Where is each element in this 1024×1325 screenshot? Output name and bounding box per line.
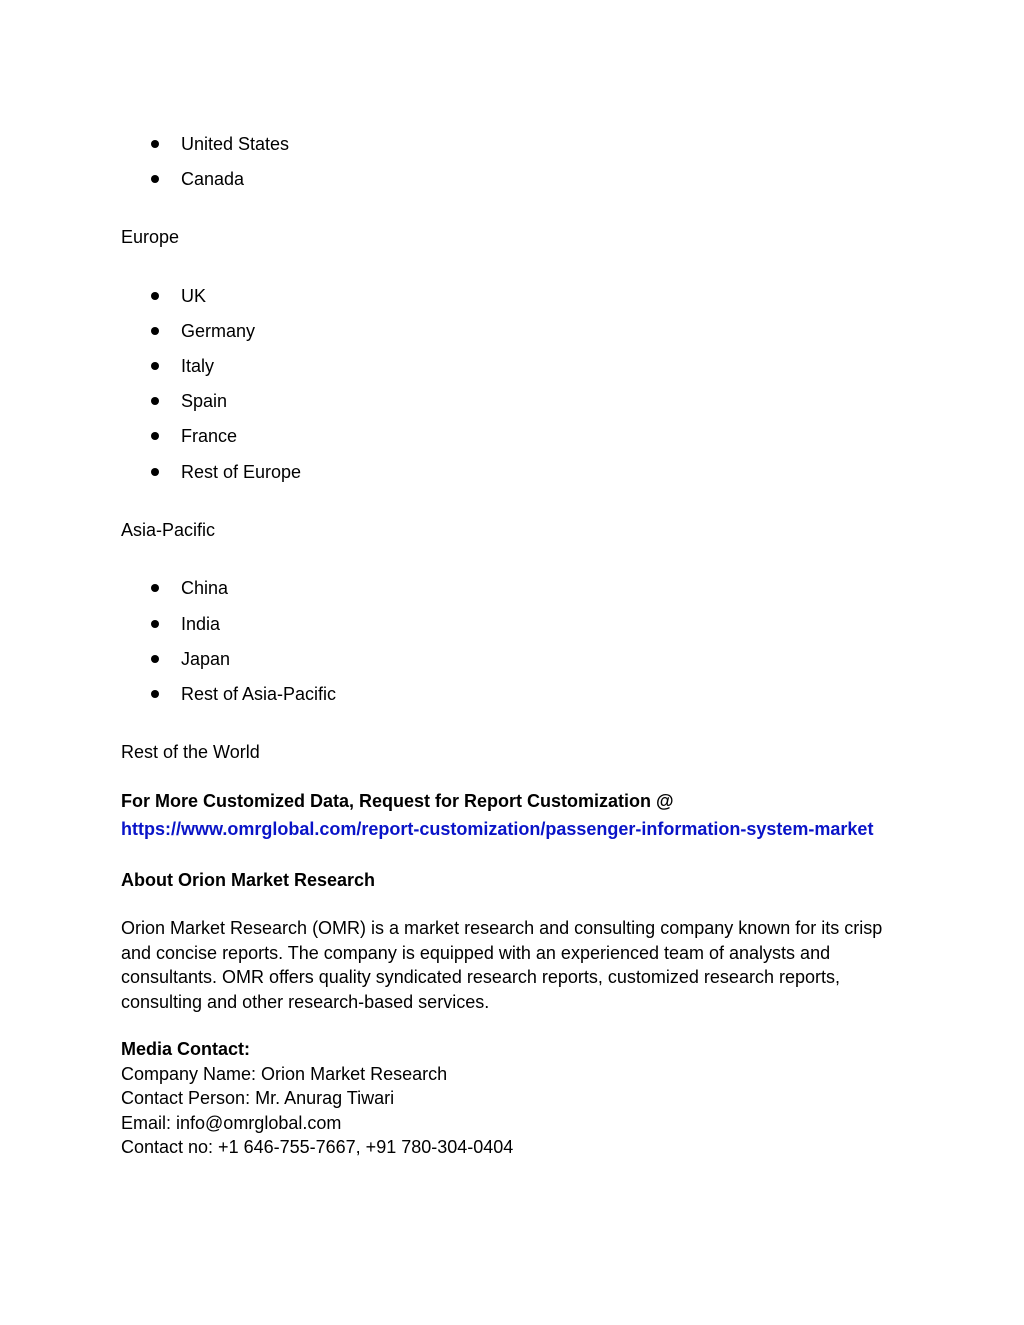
customization-link[interactable]: https://www.omrglobal.com/report-customization/passenger-information-system-market bbox=[121, 819, 874, 839]
bullet-icon bbox=[151, 327, 159, 335]
list-item-label: Japan bbox=[181, 649, 231, 669]
bullet-icon bbox=[151, 620, 159, 628]
list-item bbox=[0, 353, 900, 379]
asia-pacific-heading: Asia-Pacific bbox=[121, 520, 216, 540]
about-line: consultants. OMR offers quality syndicated research reports, customized research reports, bbox=[121, 967, 840, 987]
about-line: Orion Market Research (OMR) is a market research and consulting company known for its crisp bbox=[121, 918, 883, 938]
list-item-label: India bbox=[181, 614, 221, 634]
contact-email: Email: info@omrglobal.com bbox=[121, 1112, 342, 1133]
list-item-label: Germany bbox=[181, 321, 256, 341]
bullet-icon bbox=[151, 140, 159, 148]
bullet-icon bbox=[151, 432, 159, 440]
list-item-label: Rest of Europe bbox=[181, 462, 302, 482]
bullet-icon bbox=[151, 468, 159, 476]
bullet-icon bbox=[151, 690, 159, 698]
list-item bbox=[0, 459, 900, 485]
list-item-label: United States bbox=[181, 134, 290, 154]
list-item-label: UK bbox=[181, 286, 207, 306]
list-item-label: China bbox=[181, 578, 229, 598]
bullet-icon bbox=[151, 292, 159, 300]
about-paragraph bbox=[121, 916, 911, 1014]
list-item bbox=[0, 166, 900, 192]
contact-company: Company Name: Orion Market Research bbox=[121, 1063, 448, 1084]
list-item bbox=[0, 646, 900, 672]
list-item bbox=[0, 388, 900, 414]
list-item-label: Rest of Asia-Pacific bbox=[181, 684, 337, 704]
list-item-label: Italy bbox=[181, 356, 215, 376]
about-line: consulting and other research-based services. bbox=[121, 991, 490, 1012]
list-item-label: Canada bbox=[181, 169, 245, 189]
list-item bbox=[0, 611, 900, 637]
list-item bbox=[0, 681, 900, 707]
about-heading: About Orion Market Research bbox=[121, 870, 376, 890]
about-line: and concise reports. The company is equipped with an experienced team of analysts and bbox=[121, 942, 831, 963]
bullet-icon bbox=[151, 655, 159, 663]
list-item bbox=[0, 131, 900, 157]
contact-phone: Contact no: +1 646-755-7667, +91 780-304-0404 bbox=[121, 1137, 514, 1157]
list-item bbox=[0, 575, 900, 601]
list-item-label: France bbox=[181, 426, 238, 446]
bullet-icon bbox=[151, 584, 159, 592]
list-item-label: Spain bbox=[181, 391, 228, 411]
media-contact-heading: Media Contact: bbox=[121, 1039, 251, 1059]
europe-heading: Europe bbox=[121, 227, 180, 247]
bullet-icon bbox=[151, 175, 159, 183]
media-contact-block bbox=[121, 1037, 911, 1160]
contact-person: Contact Person: Mr. Anurag Tiwari bbox=[121, 1088, 395, 1108]
list-item bbox=[0, 318, 900, 344]
list-item bbox=[0, 423, 900, 449]
rest-of-world-heading: Rest of the World bbox=[121, 742, 260, 762]
bullet-icon bbox=[151, 362, 159, 370]
list-item bbox=[0, 283, 900, 309]
customization-link-wrapper bbox=[121, 816, 873, 842]
bullet-icon bbox=[151, 397, 159, 405]
customization-label: For More Customized Data, Request for Report Customization @ bbox=[121, 791, 674, 811]
